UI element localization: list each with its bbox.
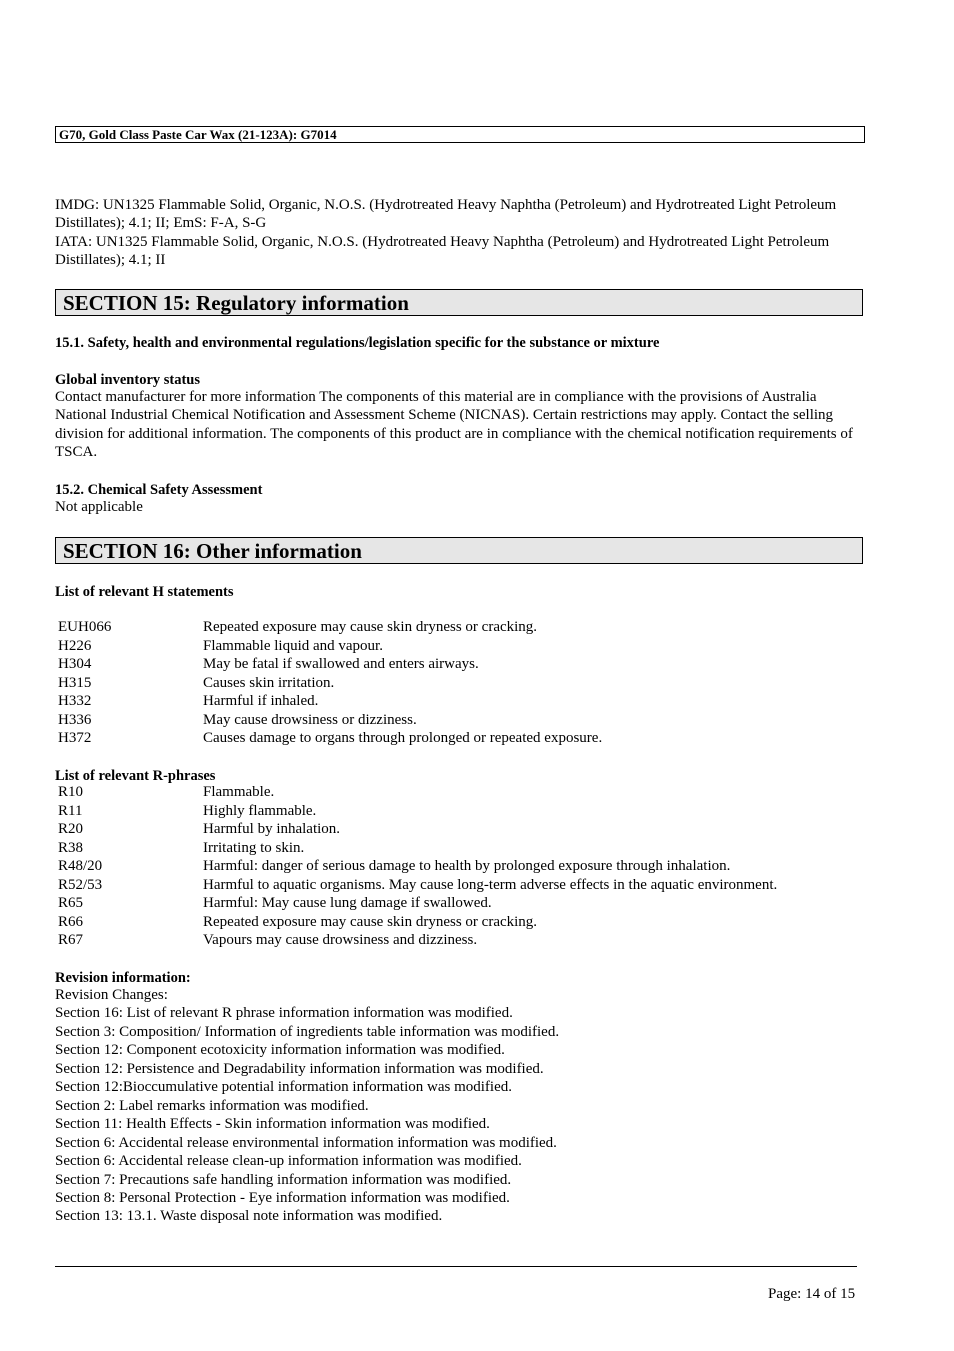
subsection-15-2-heading: 15.2. Chemical Safety Assessment (55, 482, 263, 498)
list-item (58, 821, 858, 840)
list-item (58, 914, 858, 933)
list-item (58, 693, 858, 712)
code: R48/20 (58, 858, 103, 874)
section-15-header (55, 289, 863, 316)
section-16-title: SECTION 16: Other information (63, 539, 362, 563)
list-item (58, 895, 858, 914)
revision-line: Section 6: Accidental release clean-up information information was modified. (55, 1153, 522, 1170)
code: H372 (58, 730, 92, 746)
code: R20 (58, 821, 84, 837)
footer-divider (55, 1266, 857, 1267)
code: R11 (58, 802, 83, 819)
code: R67 (58, 932, 84, 948)
list-item (58, 932, 858, 951)
revision-line: Section 7: Precautions safe handling information information was modified. (55, 1171, 512, 1188)
code: R66 (58, 913, 84, 930)
code: R52/53 (58, 876, 103, 893)
revision-line: Section 12:Bioccumulative potential information information was modified. (55, 1079, 512, 1096)
revision-line: Section 6: Accidental release environmental information information was modified. (55, 1134, 557, 1151)
revision-line: Section 13: 13.1. Waste disposal note information was modified. (55, 1208, 443, 1225)
description: Causes damage to organs through prolonged or repeated exposure. (203, 730, 603, 746)
global-inventory-paragraph: Contact manufacturer for more information The components of this material are in compliance with the provisions of Australia National Industrial Chemical Notification and Assessment Scheme (NICNAS). Certain restrictions may apply. Contact the selling division for additional information. The components of this product are in compliance with the chemical notification requirements of TSCA. (55, 389, 853, 461)
description: Flammable. (203, 784, 275, 800)
revision-heading: Revision information: (55, 970, 191, 986)
list-item (58, 784, 858, 803)
code: H304 (58, 656, 92, 672)
description: May cause drowsiness or dizziness. (203, 711, 417, 728)
page-number: Page: 14 of 15 (768, 1286, 856, 1302)
list-item (58, 638, 858, 657)
description: Harmful if inhaled. (203, 693, 319, 709)
subsection-15-1-heading: 15.1. Safety, health and environmental regulations/legislation specific for the substance or mixture (55, 335, 660, 351)
list-item (58, 730, 858, 749)
r-phrases-heading: List of relevant R-phrases (55, 768, 216, 784)
product-header (55, 126, 865, 143)
list-item (58, 656, 858, 675)
revision-line: Revision Changes: (55, 987, 168, 1003)
code: H336 (58, 711, 92, 728)
revision-line: Section 8: Personal Protection - Eye information information was modified. (55, 1189, 510, 1206)
section-15-title: SECTION 15: Regulatory information (63, 291, 409, 315)
description: Repeated exposure may cause skin dryness or cracking. (203, 913, 538, 930)
list-item (58, 675, 858, 694)
h-statements-list (58, 619, 858, 749)
revision-line: Section 12: Component ecotoxicity information information was modified. (55, 1042, 505, 1059)
revision-list (55, 986, 559, 1226)
revision-line: Section 3: Composition/ Information of ingredients table information was modified. (55, 1023, 560, 1040)
description: Repeated exposure may cause skin dryness or cracking. (203, 619, 538, 635)
description: Highly flammable. (203, 802, 317, 819)
description: Irritating to skin. (203, 839, 305, 856)
description: Harmful: danger of serious damage to health by prolonged exposure through inhalation. (203, 858, 731, 874)
list-item (58, 803, 858, 822)
code: H332 (58, 693, 92, 709)
imdg-text: IMDG: UN1325 Flammable Solid, Organic, N.O.S. (Hydrotreated Heavy Naphtha (Petroleum) and Hydrotreated Light Petroleum Distillates); 4.1; II; EmS: F-A, S-G (55, 197, 837, 232)
r-phrases-list (58, 784, 858, 951)
chemical-safety-text: Not applicable (55, 499, 143, 515)
list-item (58, 877, 858, 896)
code: H226 (58, 637, 92, 654)
description: May be fatal if swallowed and enters airways. (203, 656, 479, 672)
code: H315 (58, 674, 92, 691)
list-item (58, 712, 858, 731)
description: Harmful by inhalation. (203, 821, 341, 837)
transport-info (55, 196, 865, 270)
code: R65 (58, 895, 84, 911)
list-item (58, 858, 858, 877)
description: Flammable liquid and vapour. (203, 637, 383, 654)
revision-line: Section 11: Health Effects - Skin information information was modified. (55, 1116, 490, 1133)
iata-text: IATA: UN1325 Flammable Solid, Organic, N.O.S. (Hydrotreated Heavy Naphtha (Petroleum) and Hydrotreated Light Petroleum Distillates); 4.1; II (55, 233, 830, 269)
list-item (58, 840, 858, 859)
description: Harmful: May cause lung damage if swallowed. (203, 895, 492, 911)
description: Vapours may cause drowsiness and dizziness. (203, 932, 478, 948)
description: Harmful to aquatic organisms. May cause long-term adverse effects in the aquatic environment. (203, 876, 778, 893)
revision-line: Section 2: Label remarks information was modified. (55, 1097, 369, 1114)
code: R10 (58, 784, 84, 800)
h-statements-heading: List of relevant H statements (55, 584, 234, 600)
section-16-header (55, 537, 863, 564)
description: Causes skin irritation. (203, 674, 335, 691)
code: EUH066 (58, 619, 112, 635)
revision-line: Section 16: List of relevant R phrase information information was modified. (55, 1005, 513, 1022)
global-inventory-heading: Global inventory status (55, 372, 201, 388)
revision-line: Section 12: Persistence and Degradability information information was modified. (55, 1060, 544, 1077)
code: R38 (58, 839, 84, 856)
product-name: G70, Gold Class Paste Car Wax (21-123A): G7014 (59, 127, 337, 142)
list-item (58, 619, 858, 638)
global-inventory-text (55, 388, 870, 462)
